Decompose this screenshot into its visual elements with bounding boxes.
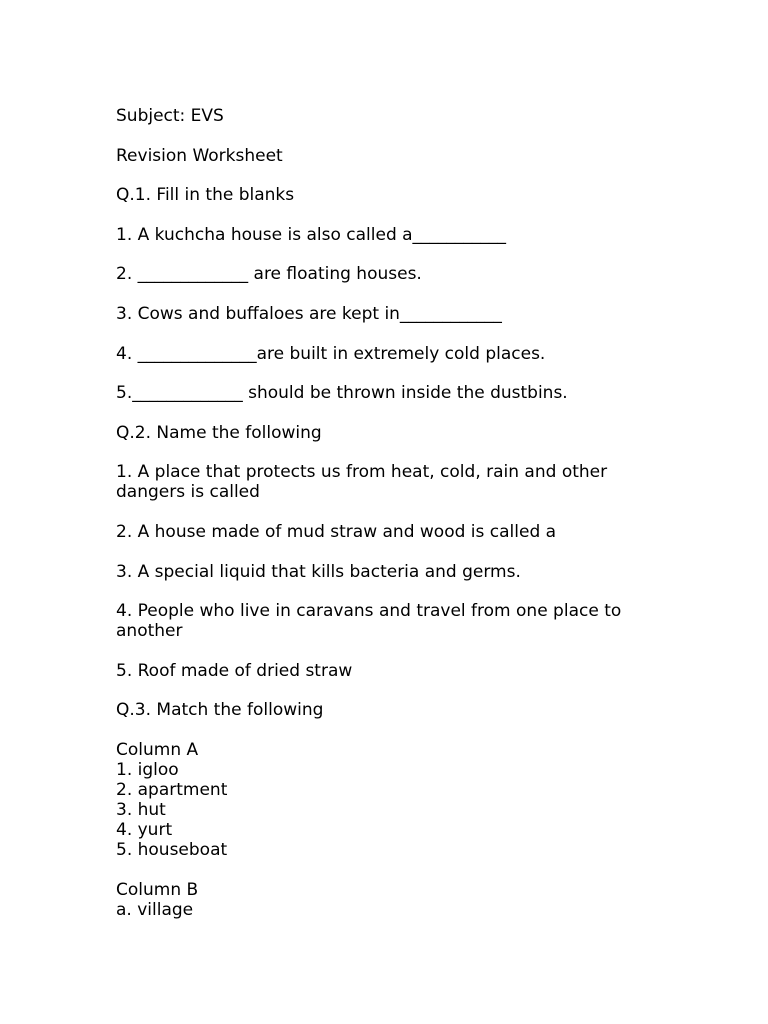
column-a-item: 2. apartment — [116, 779, 228, 800]
column-a-item: 1. igloo — [116, 759, 179, 780]
column-a-item: 4. yurt — [116, 819, 173, 840]
q1-item: 3. Cows and buffaloes are kept in____________ — [116, 303, 502, 324]
q2-heading: Q.2. Name the following — [116, 422, 322, 443]
subject-line: Subject: EVS — [116, 106, 224, 126]
worksheet-content — [116, 106, 676, 920]
column-a-heading: Column A — [116, 739, 199, 760]
column-b-heading: Column B — [116, 879, 199, 900]
q2-item: 1. A place that protects us from heat, cold, rain and other dangers is called — [116, 462, 613, 503]
q2-item: 5. Roof made of dried straw — [116, 660, 353, 681]
column-b-item: a. village — [116, 899, 194, 920]
q1-item: 5._____________ should be thrown inside the dustbins. — [116, 383, 568, 404]
q1-item: 1. A kuchcha house is also called a___________ — [116, 224, 507, 245]
q1-item: 2. _____________ are floating houses. — [116, 264, 422, 285]
worksheet-title: Revision Worksheet — [116, 145, 283, 166]
q2-item: 3. A special liquid that kills bacteria and germs. — [116, 561, 521, 582]
column-a-item: 5. houseboat — [116, 839, 228, 860]
q2-item: 4. People who live in caravans and travel from one place to another — [116, 601, 627, 642]
q1-item: 4. ______________are built in extremely cold places. — [116, 343, 546, 364]
q2-item: 2. A house made of mud straw and wood is called a — [116, 521, 557, 542]
column-a-item: 3. hut — [116, 799, 166, 820]
q3-heading: Q.3. Match the following — [116, 700, 324, 721]
q1-heading: Q.1. Fill in the blanks — [116, 185, 295, 206]
